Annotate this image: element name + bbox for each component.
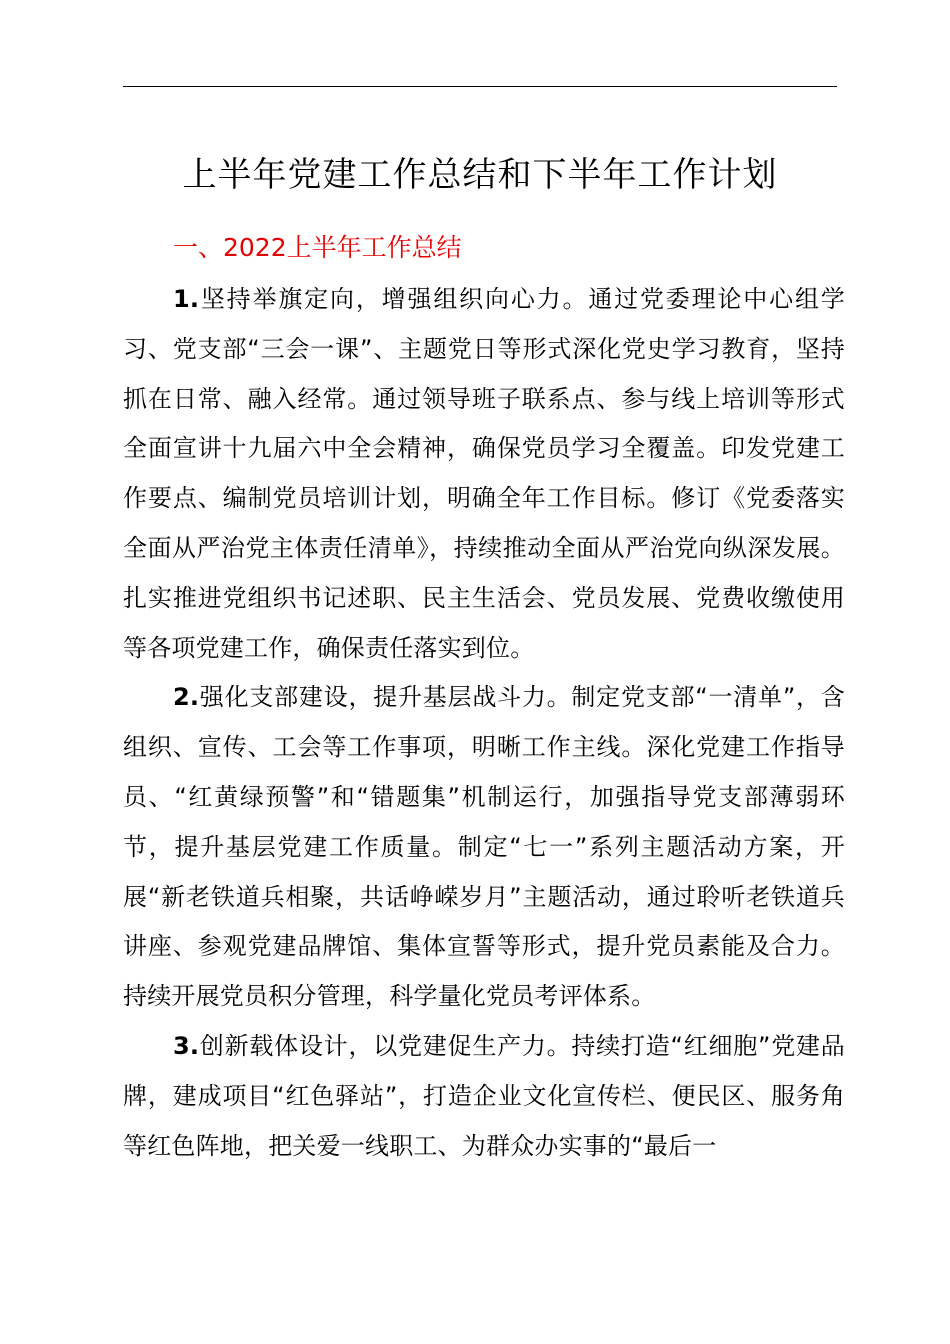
- paragraph-number: 2.: [173, 683, 200, 712]
- paragraph-text: 强化支部建设，提升基层战斗力。制定党支部“一清单”，含组织、宣传、工会等工作事项，明晰工作主线。深化党建工作指导员、“红黄绿预警”和“错题集”机制运行，加强指导党支部薄弱环节，提升基层党建工作质量。制定“七一”系列主题活动方案，开展“新老铁道兵相聚，共话峥嵘岁月”主题活动，通过聆听老铁道兵讲座、参观党建品牌馆、集体宣誓等形式，提升党员素能及合力。持续开展党员积分管理，科学量化党员考评体系。: [123, 683, 845, 1011]
- section-heading: 一、2022上半年工作总结: [173, 233, 462, 262]
- paragraph-2: [123, 673, 845, 1022]
- paragraph-text: 坚持举旗定向，增强组织向心力。通过党委理论中心组学习、党支部“三会一课”、主题党日等形式深化党史学习教育，坚持抓在日常、融入经常。通过领导班子联系点、参与线上培训等形式全面宣讲十九届六中全会精神，确保党员学习全覆盖。印发党建工作要点、编制党员培训计划，明确全年工作目标。修订《党委落实全面从严治党主体责任清单》，持续推动全面从严治党向纵深发展。扎实推进党组织书记述职、民主生活会、党员发展、党费收缴使用等各项党建工作，确保责任落实到位。: [123, 285, 845, 662]
- paragraph-text: 创新载体设计，以党建促生产力。持续打造“红细胞”党建品牌，建成项目“红色驿站”，打造企业文化宣传栏、便民区、服务角等红色阵地，把关爱一线职工、为群众办实事的“最后一: [123, 1031, 845, 1160]
- paragraph-number: 3.: [173, 1031, 200, 1060]
- paragraph-number: 1.: [173, 285, 200, 313]
- paragraph-1: [123, 275, 845, 673]
- paragraph-3: [123, 1022, 845, 1171]
- document-title: 上半年党建工作总结和下半年工作计划: [182, 155, 778, 195]
- header-rule: [123, 86, 837, 87]
- document-body: [123, 275, 845, 1171]
